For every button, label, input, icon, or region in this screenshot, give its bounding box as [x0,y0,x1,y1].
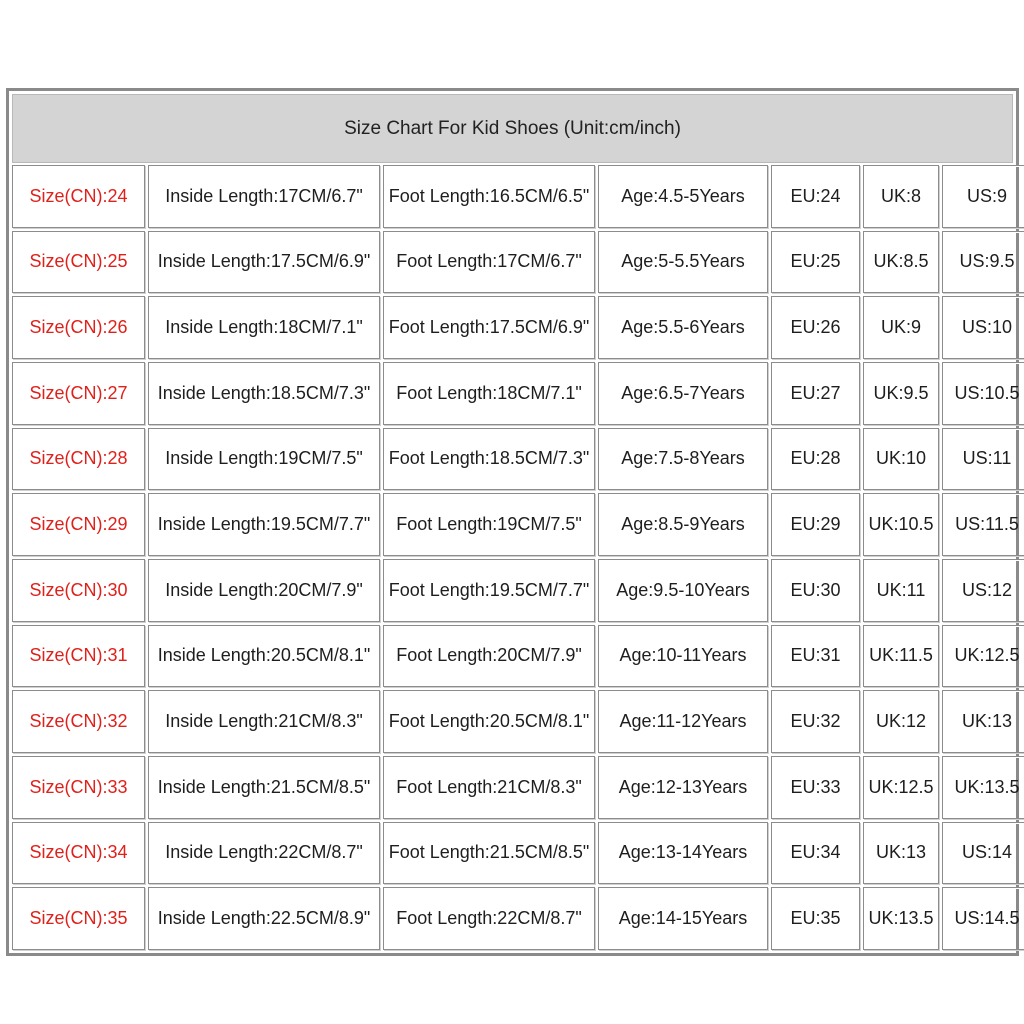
foot-length-cell: Foot Length:17CM/6.7" [383,231,595,294]
inside-length-cell: Inside Length:19CM/7.5" [148,428,380,491]
size-cn-cell: Size(CN):28 [12,428,145,491]
foot-length-cell: Foot Length:22CM/8.7" [383,887,595,950]
age-cell: Age:6.5-7Years [598,362,768,425]
inside-length-cell: Inside Length:21CM/8.3" [148,690,380,753]
size-cn-cell: Size(CN):35 [12,887,145,950]
age-cell: Age:14-15Years [598,887,768,950]
inside-length-cell: Inside Length:19.5CM/7.7" [148,493,380,556]
uk-size-cell: UK:8 [863,165,939,228]
foot-length-cell: Foot Length:20.5CM/8.1" [383,690,595,753]
size-cn-cell: Size(CN):24 [12,165,145,228]
size-cn-cell: Size(CN):31 [12,625,145,688]
age-cell: Age:11-12Years [598,690,768,753]
us-size-cell: US:14.5 [942,887,1024,950]
age-cell: Age:8.5-9Years [598,493,768,556]
inside-length-cell: Inside Length:22.5CM/8.9" [148,887,380,950]
size-cn-cell: Size(CN):34 [12,822,145,885]
size-cn-cell: Size(CN):25 [12,231,145,294]
uk-size-cell: UK:8.5 [863,231,939,294]
uk-size-cell: UK:9.5 [863,362,939,425]
eu-size-cell: EU:29 [771,493,860,556]
us-size-cell: US:10.5 [942,362,1024,425]
foot-length-cell: Foot Length:20CM/7.9" [383,625,595,688]
age-cell: Age:10-11Years [598,625,768,688]
foot-length-cell: Foot Length:16.5CM/6.5" [383,165,595,228]
us-size-cell: US:11.5 [942,493,1024,556]
inside-length-cell: Inside Length:22CM/8.7" [148,822,380,885]
eu-size-cell: EU:25 [771,231,860,294]
age-cell: Age:12-13Years [598,756,768,819]
eu-size-cell: EU:35 [771,887,860,950]
us-size-cell: US:10 [942,296,1024,359]
eu-size-cell: EU:26 [771,296,860,359]
inside-length-cell: Inside Length:17CM/6.7" [148,165,380,228]
uk-size-cell: UK:13.5 [863,887,939,950]
size-cn-cell: Size(CN):26 [12,296,145,359]
foot-length-cell: Foot Length:19CM/7.5" [383,493,595,556]
inside-length-cell: Inside Length:18CM/7.1" [148,296,380,359]
uk-size-cell: UK:10 [863,428,939,491]
size-cn-cell: Size(CN):27 [12,362,145,425]
us-size-cell: US:9 [942,165,1024,228]
foot-length-cell: Foot Length:18CM/7.1" [383,362,595,425]
age-cell: Age:7.5-8Years [598,428,768,491]
eu-size-cell: EU:24 [771,165,860,228]
us-size-cell: UK:12.5 [942,625,1024,688]
eu-size-cell: EU:32 [771,690,860,753]
us-size-cell: US:11 [942,428,1024,491]
age-cell: Age:13-14Years [598,822,768,885]
us-size-cell: UK:13 [942,690,1024,753]
us-size-cell: US:12 [942,559,1024,622]
inside-length-cell: Inside Length:17.5CM/6.9" [148,231,380,294]
eu-size-cell: EU:31 [771,625,860,688]
foot-length-cell: Foot Length:19.5CM/7.7" [383,559,595,622]
size-cn-cell: Size(CN):33 [12,756,145,819]
size-chart-title: Size Chart For Kid Shoes (Unit:cm/inch) [12,94,1013,163]
eu-size-cell: EU:30 [771,559,860,622]
inside-length-cell: Inside Length:20.5CM/8.1" [148,625,380,688]
uk-size-cell: UK:12.5 [863,756,939,819]
us-size-cell: US:9.5 [942,231,1024,294]
uk-size-cell: UK:11.5 [863,625,939,688]
size-chart-table [6,88,1019,956]
uk-size-cell: UK:13 [863,822,939,885]
inside-length-cell: Inside Length:21.5CM/8.5" [148,756,380,819]
age-cell: Age:9.5-10Years [598,559,768,622]
eu-size-cell: EU:34 [771,822,860,885]
uk-size-cell: UK:12 [863,690,939,753]
foot-length-cell: Foot Length:17.5CM/6.9" [383,296,595,359]
foot-length-cell: Foot Length:21CM/8.3" [383,756,595,819]
size-cn-cell: Size(CN):32 [12,690,145,753]
size-chart-grid [12,165,1020,950]
foot-length-cell: Foot Length:21.5CM/8.5" [383,822,595,885]
uk-size-cell: UK:10.5 [863,493,939,556]
eu-size-cell: EU:27 [771,362,860,425]
size-cn-cell: Size(CN):29 [12,493,145,556]
eu-size-cell: EU:28 [771,428,860,491]
eu-size-cell: EU:33 [771,756,860,819]
age-cell: Age:4.5-5Years [598,165,768,228]
age-cell: Age:5-5.5Years [598,231,768,294]
size-cn-cell: Size(CN):30 [12,559,145,622]
us-size-cell: US:14 [942,822,1024,885]
us-size-cell: UK:13.5 [942,756,1024,819]
inside-length-cell: Inside Length:20CM/7.9" [148,559,380,622]
inside-length-cell: Inside Length:18.5CM/7.3" [148,362,380,425]
age-cell: Age:5.5-6Years [598,296,768,359]
uk-size-cell: UK:9 [863,296,939,359]
uk-size-cell: UK:11 [863,559,939,622]
foot-length-cell: Foot Length:18.5CM/7.3" [383,428,595,491]
